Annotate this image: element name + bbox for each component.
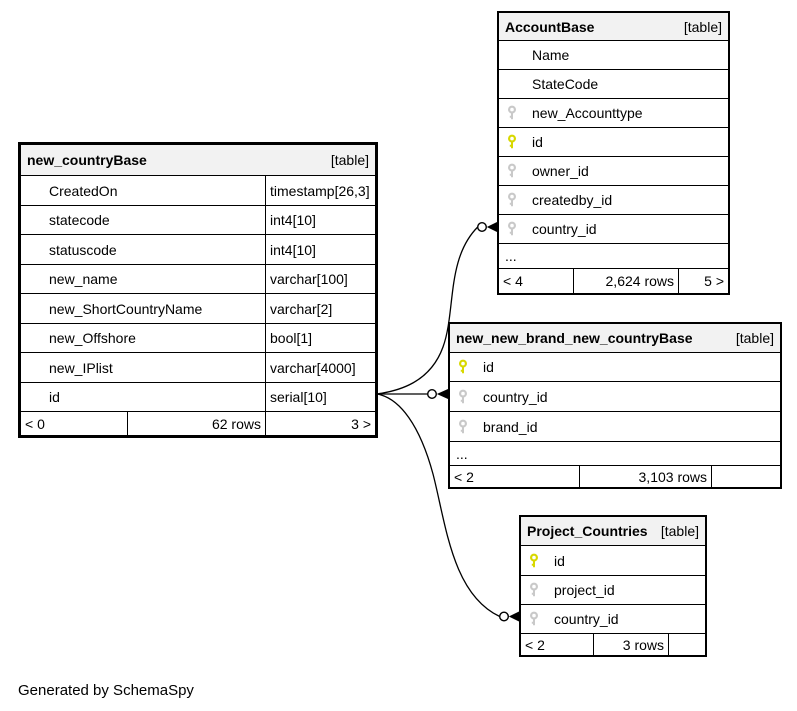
column-name: project_id xyxy=(554,582,615,598)
footer-parents-count xyxy=(712,466,780,487)
table-new-new-brand-new-countrybase xyxy=(448,322,782,489)
column-row xyxy=(21,323,375,352)
footer-row-count: 3,103 rows xyxy=(580,466,712,487)
ellipsis-label: ... xyxy=(505,248,517,264)
column-name: StateCode xyxy=(532,76,599,92)
table-accountbase xyxy=(497,11,730,295)
column-row xyxy=(521,545,705,575)
table-project-countries xyxy=(519,515,707,657)
column-name: country_id xyxy=(532,221,597,237)
column-row xyxy=(450,352,780,381)
column-row xyxy=(499,98,728,127)
arrowhead xyxy=(487,222,497,232)
column-name: new_name xyxy=(21,265,266,293)
column-name: statuscode xyxy=(21,235,266,264)
cardinality-circle xyxy=(478,223,487,232)
column-name: CreatedOn xyxy=(21,176,266,205)
column-name: id xyxy=(554,552,565,569)
table-footer xyxy=(521,633,705,655)
column-type: bool[1] xyxy=(270,330,313,346)
column-name: owner_id xyxy=(532,163,589,179)
column-row xyxy=(21,293,375,323)
foreign-key-icon xyxy=(506,192,518,208)
foreign-key-icon xyxy=(457,389,469,405)
column-name: createdby_id xyxy=(532,192,613,208)
column-row xyxy=(499,214,728,243)
table-footer xyxy=(450,465,780,487)
footer-children-count: < 0 xyxy=(21,412,128,435)
column-row xyxy=(499,185,728,214)
table-header-brand-countrybase[interactable] xyxy=(450,324,780,352)
column-name: statecode xyxy=(21,206,266,234)
column-row xyxy=(450,411,780,441)
foreign-key-icon xyxy=(457,419,469,435)
column-row xyxy=(21,264,375,293)
table-footer xyxy=(21,411,375,435)
column-row xyxy=(499,156,728,185)
column-row xyxy=(21,382,375,411)
table-name: new_countryBase xyxy=(27,152,147,168)
column-name: new_IPlist xyxy=(21,353,266,382)
column-row xyxy=(21,205,375,234)
table-name: new_new_brand_new_countryBase xyxy=(456,330,693,346)
column-row xyxy=(499,69,728,98)
table-footer xyxy=(499,268,728,293)
foreign-key-icon xyxy=(506,163,518,179)
column-type: timestamp[26,3] xyxy=(270,182,370,199)
column-name: Name xyxy=(532,47,570,63)
column-name: country_id xyxy=(554,611,619,627)
foreign-key-icon xyxy=(506,105,518,121)
table-type-label: [table] xyxy=(660,523,699,539)
ellipsis-label: ... xyxy=(456,445,468,462)
table-type-label: [table] xyxy=(683,18,722,35)
table-new-countrybase xyxy=(18,142,378,438)
table-type-label: [table] xyxy=(735,330,774,346)
column-row xyxy=(521,575,705,604)
column-name: id xyxy=(21,383,266,411)
column-row xyxy=(21,175,375,205)
footer-children-count: < 2 xyxy=(450,466,580,487)
column-row xyxy=(499,127,728,156)
primary-key-icon xyxy=(528,553,540,569)
column-type: varchar[2] xyxy=(270,300,333,317)
column-type: int4[10] xyxy=(270,241,316,258)
footer-parents-count: 3 > xyxy=(351,415,371,432)
column-name: new_ShortCountryName xyxy=(21,294,266,323)
table-header-accountbase[interactable] xyxy=(499,13,728,40)
column-type: varchar[4000] xyxy=(270,359,356,376)
table-header-project-countries[interactable] xyxy=(521,517,705,545)
footer-row-count: 3 rows xyxy=(594,634,669,655)
column-name: id xyxy=(532,134,543,150)
foreign-key-icon xyxy=(528,611,540,627)
table-name: AccountBase xyxy=(505,18,595,35)
column-row xyxy=(521,604,705,633)
footer-row-count: 62 rows xyxy=(128,412,266,435)
primary-key-icon xyxy=(506,134,518,150)
footer-children-count: < 2 xyxy=(521,634,594,655)
table-name: Project_Countries xyxy=(527,523,648,539)
column-name: brand_id xyxy=(483,418,538,435)
column-name: new_Offshore xyxy=(21,324,266,352)
footer-parents-count: 5 > xyxy=(704,273,724,289)
ellipsis-row xyxy=(499,243,728,268)
column-name: new_Accounttype xyxy=(532,105,643,121)
arrowhead xyxy=(509,612,519,622)
table-type-label: [table] xyxy=(330,152,369,168)
column-type: serial[10] xyxy=(270,389,327,405)
primary-key-icon xyxy=(457,359,469,375)
ellipsis-row xyxy=(450,441,780,465)
foreign-key-icon xyxy=(506,221,518,237)
column-name: country_id xyxy=(483,388,548,405)
column-type: int4[10] xyxy=(270,212,316,228)
column-row xyxy=(21,234,375,264)
arrowhead xyxy=(437,389,448,399)
footer-parents-count xyxy=(669,634,705,655)
column-name: id xyxy=(483,359,494,375)
column-type: varchar[100] xyxy=(270,271,348,287)
column-row xyxy=(21,352,375,382)
table-header-new-countrybase[interactable] xyxy=(21,145,375,175)
column-row xyxy=(499,40,728,69)
generated-by-label: Generated by SchemaSpy xyxy=(18,682,194,699)
column-row xyxy=(450,381,780,411)
footer-children-count: < 4 xyxy=(499,269,574,293)
foreign-key-icon xyxy=(528,582,540,598)
footer-row-count: 2,624 rows xyxy=(574,269,679,293)
cardinality-circle xyxy=(500,612,509,621)
cardinality-circle xyxy=(428,390,437,399)
